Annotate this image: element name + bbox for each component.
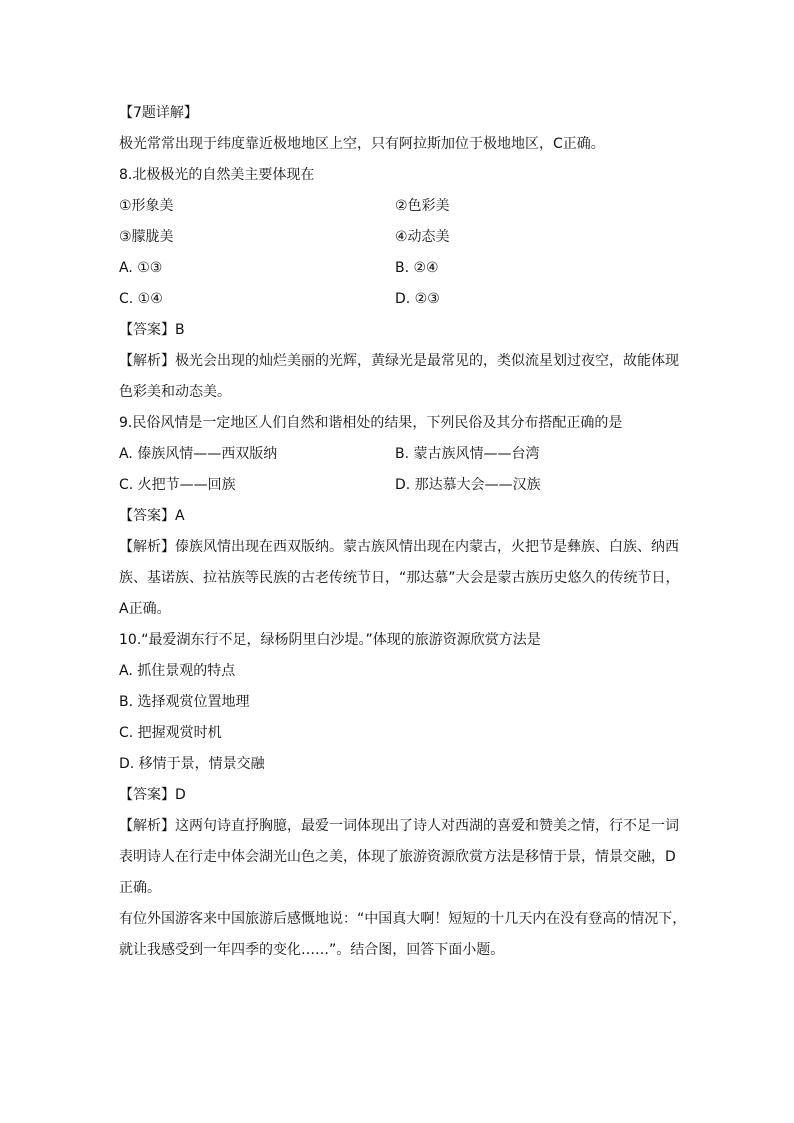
q9-option-c: C. 火把节——回族 — [119, 477, 236, 493]
q8-option-a: A. ①③ — [119, 260, 163, 276]
q8-stem: 8.北极极光的自然美主要体现在 — [119, 167, 315, 183]
q9-options-row-1 — [119, 439, 679, 470]
q8-items-row-1 — [119, 191, 679, 222]
q8-options-row-2 — [119, 284, 679, 315]
q8-items-row-2 — [119, 222, 679, 253]
q9-analysis-line: 族、基诺族、拉祜族等民族的古老传统节日，“那达慕”大会是蒙古族历史悠久的传统节日， — [119, 570, 680, 586]
q7-detail: 极光常常出现于纬度靠近极地地区上空，只有阿拉斯加位于极地地区，C正确。 — [119, 136, 605, 152]
q9-answer: 【答案】A — [119, 508, 185, 524]
q9-analysis-line: A正确。 — [119, 601, 171, 617]
next-section-intro — [119, 904, 687, 966]
q8-option-c: C. ①④ — [119, 291, 163, 307]
q10-analysis-line: 表明诗人在行走中体会湖光山色之美，体现了旅游资源欣赏方法是移情于景，情景交融，D — [119, 849, 676, 865]
q8-item-2: ②色彩美 — [395, 198, 450, 214]
q8-analysis-line: 色彩美和动态美。 — [119, 384, 231, 400]
q8-option-b: B. ②④ — [395, 260, 439, 276]
q8-analysis — [119, 346, 679, 408]
q10-option-c: C. 把握观赏时机 — [119, 725, 222, 741]
q9-stem: 9.民俗风情是一定地区人们自然和谐相处的结果，下列民俗及其分布搭配正确的是 — [119, 415, 623, 431]
q10-analysis-line: 正确。 — [119, 880, 161, 896]
q9-options-row-2 — [119, 470, 679, 501]
q9-option-b: B. 蒙古族风情——台湾 — [395, 446, 540, 462]
q10-analysis — [119, 811, 679, 904]
q9-analysis-line: 【解析】傣族风情出现在西双版纳。蒙古族风情出现在内蒙古，火把节是彝族、白族、纳西 — [119, 539, 679, 555]
document-page — [119, 98, 687, 966]
q10-option-b: B. 选择观赏位置地理 — [119, 694, 250, 710]
q10-answer: 【答案】D — [119, 787, 186, 803]
q10-option-d: D. 移情于景，情景交融 — [119, 756, 265, 772]
intro-line: 有位外国游客来中国旅游后感慨地说：“中国真大啊！短短的十几天内在没有登高的情况下， — [119, 911, 687, 927]
q9-option-d: D. 那达慕大会——汉族 — [395, 477, 541, 493]
q8-item-4: ④动态美 — [395, 229, 450, 245]
q7-header: 【7题详解】 — [119, 105, 198, 121]
q9-analysis — [119, 532, 679, 625]
q8-analysis-line: 【解析】极光会出现的灿烂美丽的光辉，黄绿光是最常见的，类似流星划过夜空，故能体现 — [119, 353, 679, 369]
q8-item-3: ③朦胧美 — [119, 229, 174, 245]
intro-line: 就让我感受到一年四季的变化……”。结合图，回答下面小题。 — [119, 942, 505, 958]
q8-item-1: ①形象美 — [119, 198, 174, 214]
q10-stem: 10.“最爱湖东行不足，绿杨阴里白沙堤。”体现的旅游资源欣赏方法是 — [119, 632, 541, 648]
q8-options-row-1 — [119, 253, 679, 284]
q8-answer: 【答案】B — [119, 322, 185, 338]
q9-option-a: A. 傣族风情——西双版纳 — [119, 446, 278, 462]
q10-analysis-line: 【解析】这两句诗直抒胸臆，最爱一词体现出了诗人对西湖的喜爱和赞美之情，行不足一词 — [119, 818, 679, 834]
q10-option-a: A. 抓住景观的特点 — [119, 663, 236, 679]
q8-option-d: D. ②③ — [395, 291, 440, 307]
